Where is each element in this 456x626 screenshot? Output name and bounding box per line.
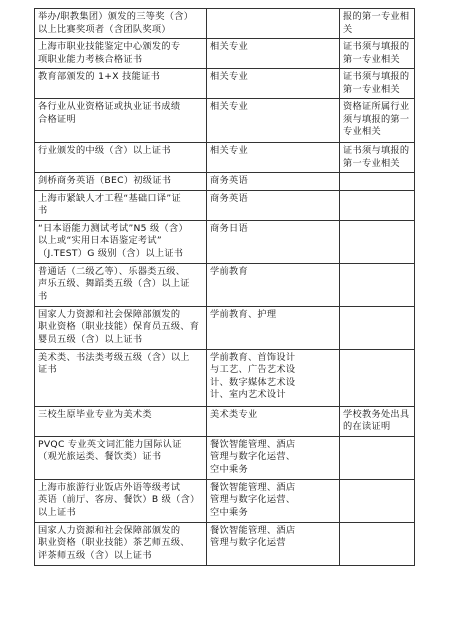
note-cell: 学校教务处出具 的在读证明 <box>340 406 415 436</box>
table-row <box>35 306 415 349</box>
note-cell <box>340 436 415 479</box>
table-row <box>35 220 415 263</box>
major-cell: 餐饮智能管理、酒店 管理与数字化运营、 空中乘务 <box>207 479 340 522</box>
major-cell: 商务英语 <box>207 173 340 191</box>
major-cell <box>207 9 340 39</box>
major-cell: 相关专业 <box>207 143 340 173</box>
note-cell <box>340 306 415 349</box>
note-cell <box>340 190 415 220</box>
table-row <box>35 522 415 565</box>
note-cell <box>340 522 415 565</box>
major-cell: 学前教育 <box>207 263 340 306</box>
note-cell <box>340 263 415 306</box>
major-cell: 学前教育、护理 <box>207 306 340 349</box>
table-row <box>35 173 415 191</box>
table-row <box>35 39 415 69</box>
major-cell: 餐饮智能管理、酒店 管理与数字化运营、 空中乘务 <box>207 436 340 479</box>
table-row <box>35 143 415 173</box>
table-row <box>35 190 415 220</box>
note-cell: 报的第一专业相 关 <box>340 9 415 39</box>
certificate-cell: 行业颁发的中级（含）以上证书 <box>35 143 207 173</box>
certificate-cell: 普通话（二级乙等）、乐器类五级、 声乐五级、舞蹈类五级（含）以上证 书 <box>35 263 207 306</box>
table-row <box>35 9 415 39</box>
certificate-cell: 上海市职业技能鉴定中心颁发的专 项职业能力考核合格证书 <box>35 39 207 69</box>
major-cell: 学前教育、首饰设计 与工艺、广告艺术设 计、数字媒体艺术设 计、室内艺术设计 <box>207 349 340 406</box>
certificate-cell: 国家人力资源和社会保障部颁发的 职业资格（职业技能）茶艺师五级、 评茶师五级（含）以上证书 <box>35 522 207 565</box>
certificate-cell: 举办/职教集团）颁发的三等奖（含） 以上比赛奖项者（含团队奖项） <box>35 9 207 39</box>
certificate-cell: 上海市紧缺人才工程“基础口译”证 书 <box>35 190 207 220</box>
note-cell: 证书须与填报的 第一专业相关 <box>340 69 415 99</box>
certificate-cell: 各行业从业资格证或执业证书成绩 合格证明 <box>35 99 207 143</box>
note-cell <box>340 479 415 522</box>
certificate-cell: 国家人力资源和社会保障部颁发的 职业资格（职业技能）保育员五级、育 婴员五级（含）以上证书 <box>35 306 207 349</box>
certificate-cell: “日本语能力测试考试”N5 级（含） 以上或“实用日本语鉴定考试” （J.TEST）G 级别（含）以上证书 <box>35 220 207 263</box>
table-row <box>35 479 415 522</box>
table-row <box>35 406 415 436</box>
major-cell: 相关专业 <box>207 69 340 99</box>
major-cell: 美术类专业 <box>207 406 340 436</box>
note-cell <box>340 173 415 191</box>
major-cell: 相关专业 <box>207 39 340 69</box>
table-row <box>35 69 415 99</box>
major-cell: 商务日语 <box>207 220 340 263</box>
certificate-cell: 剑桥商务英语（BEC）初级证书 <box>35 173 207 191</box>
note-cell: 证书须与填报的 第一专业相关 <box>340 39 415 69</box>
note-cell <box>340 349 415 406</box>
certificate-cell: 教育部颁发的 1+X 技能证书 <box>35 69 207 99</box>
note-cell: 资格证所属行业 须与填报的第一 专业相关 <box>340 99 415 143</box>
note-cell: 证书须与填报的 第一专业相关 <box>340 143 415 173</box>
major-cell: 商务英语 <box>207 190 340 220</box>
certificate-cell: PVQC 专业英文词汇能力国际认证 （观光旅运类、餐饮类）证书 <box>35 436 207 479</box>
certificate-table <box>34 8 415 566</box>
major-cell: 餐饮智能管理、酒店 管理与数字化运营 <box>207 522 340 565</box>
certificate-cell: 三校生原毕业专业为美术类 <box>35 406 207 436</box>
certificate-table-body <box>35 9 415 566</box>
note-cell <box>340 220 415 263</box>
table-row <box>35 263 415 306</box>
certificate-cell: 美术类、书法类考级五级（含）以上 证书 <box>35 349 207 406</box>
major-cell: 相关专业 <box>207 99 340 143</box>
table-row <box>35 436 415 479</box>
certificate-cell: 上海市旅游行业饭店外语等级考试 英语（前厅、客房、餐饮）B 级（含） 以上证书 <box>35 479 207 522</box>
table-row <box>35 349 415 406</box>
table-row <box>35 99 415 143</box>
